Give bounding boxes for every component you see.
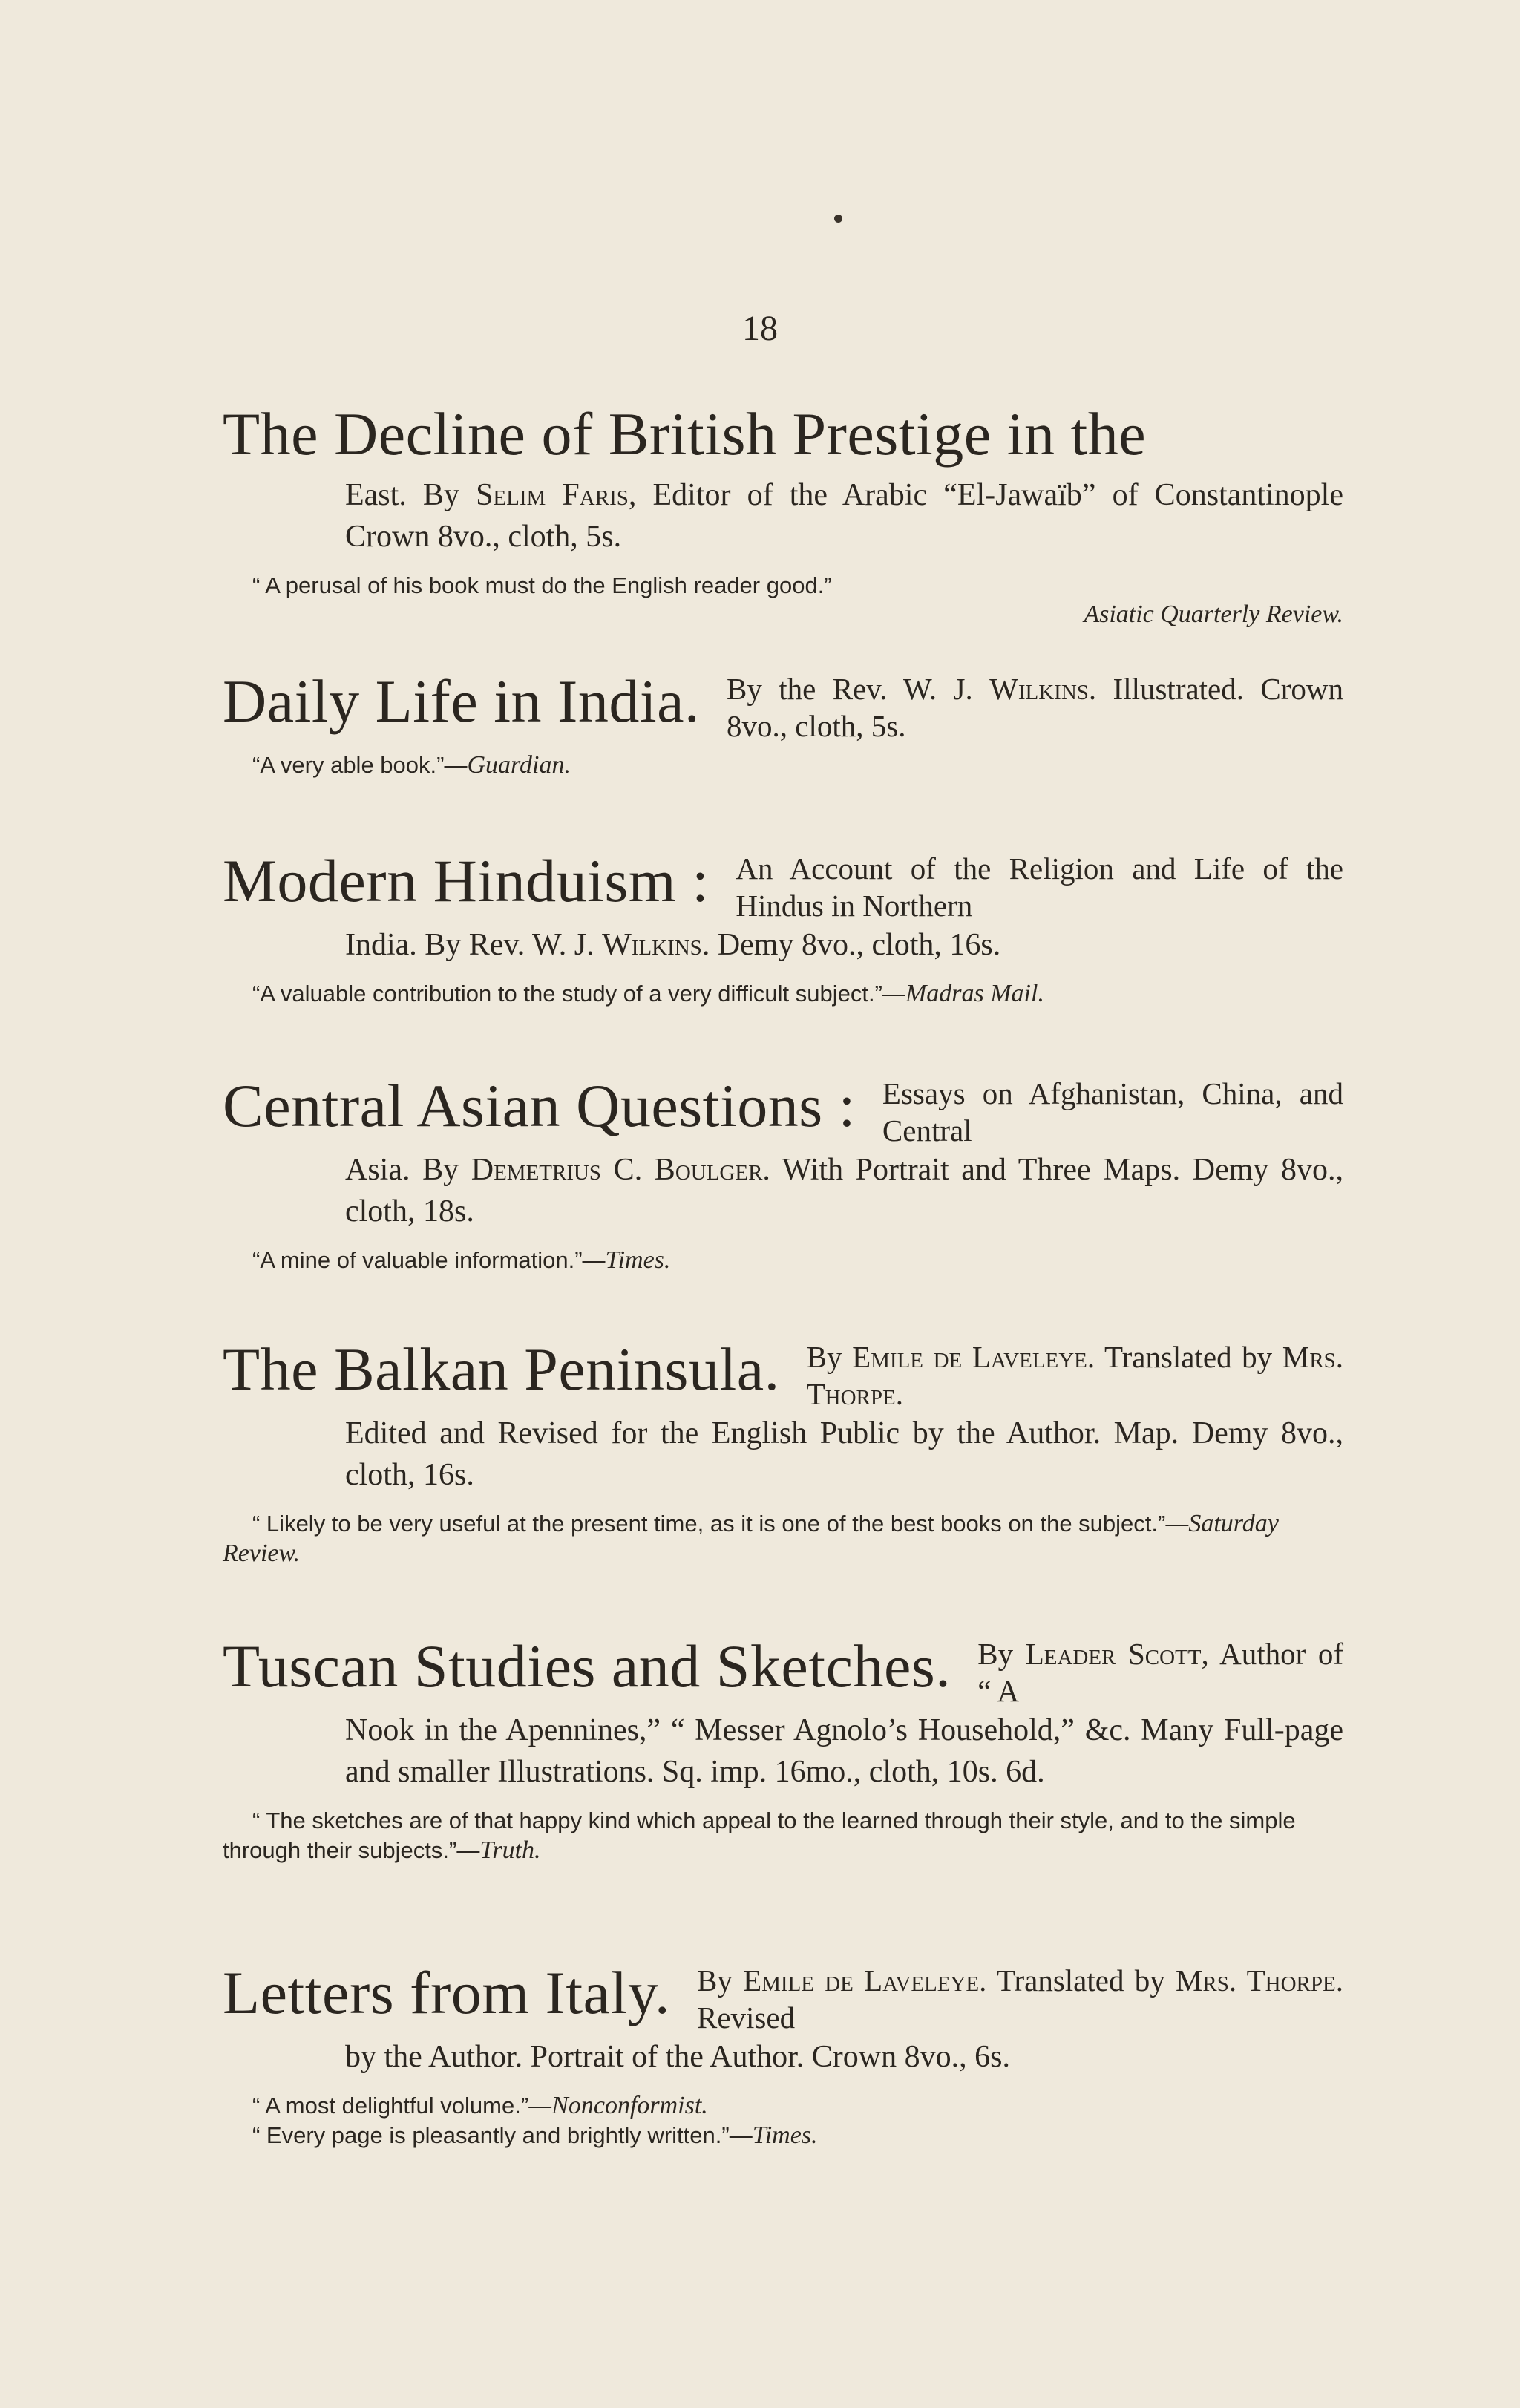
ink-dot (834, 215, 842, 223)
entry-description: Nook in the Apennines,” “ Messer Agnolo’s Household,” &c. Many Full-page and smaller Illustrations. Sq. imp. 16mo., cloth, 10s. 6d. (345, 1713, 1343, 1789)
review-source-line (223, 601, 1343, 629)
entry-description: India. By Rev. W. J. Wilkins. Demy 8vo., cloth, 16s. (345, 928, 1001, 962)
entry-title: Daily Life in India. (223, 667, 701, 735)
review-source: Madras Mail. (905, 980, 1044, 1007)
entry-description: by the Author. Portrait of the Author. Crown 8vo., 6s. (345, 2040, 1010, 2074)
author-name: Demetrius C. Boulger (471, 1153, 763, 1187)
review-quote: “ A most delightful volume.”—Nonconformist. (252, 2092, 708, 2119)
review-quote: “A very able book.”—Guardian. (252, 751, 571, 779)
entry-description: Edited and Revised for the English Public by the Author. Map. Demy 8vo., cloth, 16s. (345, 1416, 1343, 1492)
entry-subtitle: An Account of the Religion and Life of the Hindus in Northern (736, 851, 1343, 923)
review-source: Asiatic Quarterly Review. (1084, 601, 1343, 628)
entry-byline: By Emile de Laveleye. Translated by Mrs. Thorpe. Revised (697, 1963, 1343, 2035)
entry-tuscan-studies (223, 1629, 1343, 1865)
entry-balkan-peninsula (223, 1332, 1343, 1568)
review-quote-2: “ Every page is pleasantly and brightly written.”—Times. (252, 2121, 818, 2149)
translator-name: Mrs. Thorpe (806, 1340, 1343, 1411)
entry-letters-from-italy (223, 1956, 1343, 2150)
author-name: Emile de Laveleye (743, 1963, 980, 1998)
review-source: Truth. (479, 1836, 541, 1864)
entry-daily-life-india (223, 664, 1343, 780)
author-name: Emile de Laveleye (852, 1340, 1087, 1374)
page-number: 18 (742, 309, 778, 348)
entry-byline: By Emile de Laveleye. Translated by Mrs. Thorpe. (806, 1340, 1343, 1411)
review-quote: “ Likely to be very useful at the present time, as it is one of the best books on the subject.”—Saturday Review. (223, 1510, 1279, 1567)
entry-title: The Decline of British Prestige in the (223, 400, 1147, 468)
entry-title: Letters from Italy. (223, 1959, 670, 2026)
review-source: Times. (605, 1246, 671, 1274)
entry-decline-british-prestige (223, 397, 1343, 629)
entry-byline: By Leader Scott, Author of “ A (977, 1637, 1343, 1708)
author-name: Leader Scott (1025, 1637, 1202, 1671)
entry-title: The Balkan Peninsula. (223, 1335, 780, 1403)
entry-central-asian-questions (223, 1069, 1343, 1275)
entry-title: Tuscan Studies and Sketches. (223, 1632, 951, 1700)
entry-title: Modern Hinduism : (223, 847, 710, 915)
review-source-2: Times. (752, 2121, 818, 2149)
review-source: Guardian. (467, 751, 571, 779)
translator-name: Mrs. Thorpe (1175, 1963, 1336, 1998)
review-quote: “ The sketches are of that happy kind which appeal to the learned through their style, and to the simple through their subjects.”—Truth. (223, 1807, 1296, 1864)
review-quote: “A mine of valuable information.”—Times. (252, 1246, 671, 1274)
review-quote: “ A perusal of his book must do the English reader good.” (252, 572, 832, 598)
entry-title: Central Asian Questions : (223, 1072, 856, 1139)
entry-subtitle: Essays on Afghanistan, China, and Central (882, 1076, 1343, 1148)
review-quote: “A valuable contribution to the study of a very difficult subject.”—Madras Mail. (252, 980, 1044, 1007)
author-name: Selim Faris (476, 478, 629, 512)
author-name: Wilkins (602, 928, 702, 962)
entry-description: Asia. By Demetrius C. Boulger. With Portrait and Three Maps. Demy 8vo., cloth, 18s. (345, 1153, 1343, 1228)
review-source: Saturday Review. (223, 1510, 1279, 1567)
entry-description: By the Rev. W. J. Wilkins. Illustrated. Crown 8vo., cloth, 5s. (727, 672, 1343, 743)
entry-modern-hinduism (223, 844, 1343, 1009)
review-source: Nonconformist. (551, 2092, 708, 2119)
author-name: Wilkins (989, 672, 1089, 706)
entry-description: East. By Selim Faris, Editor of the Arabic “El-Jawaïb” of Constantinople Crown 8vo., cloth, 5s. (345, 478, 1343, 554)
